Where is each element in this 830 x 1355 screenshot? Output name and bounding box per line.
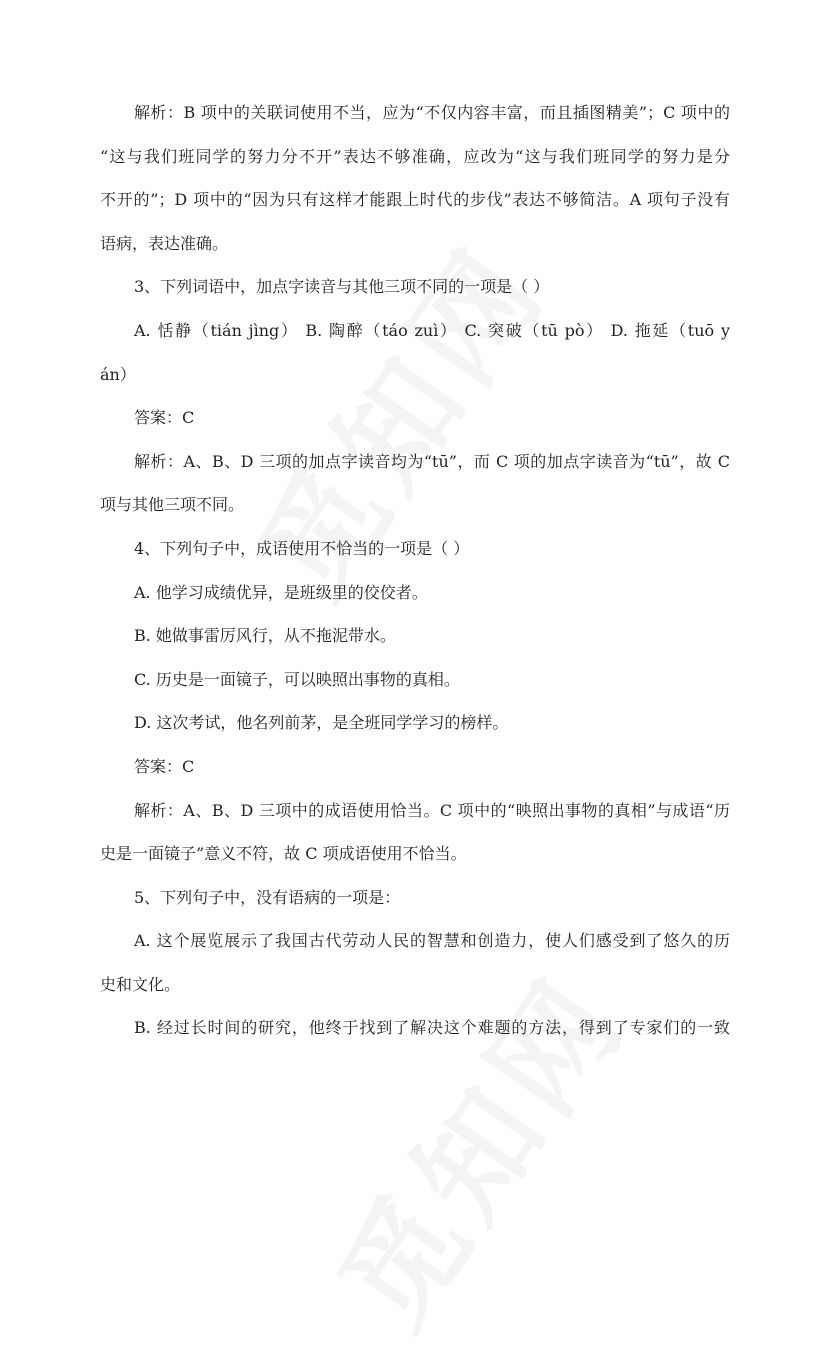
paragraph-line: 项与其他三项不同。 xyxy=(100,495,245,515)
paragraph-line: 不开的”；D 项中的“因为只有这样才能跟上时代的步伐”表达不够简洁。A 项句子没有 xyxy=(100,190,730,210)
paragraph-line: 解析：A、B、D 三项的加点字读音均为“tū”，而 C 项的加点字读音为“tū”，故 C xyxy=(134,451,730,471)
paragraph-line: 答案：C xyxy=(134,756,195,776)
paragraph-line: 史是一面镜子”意义不符，故 C 项成语使用不恰当。 xyxy=(100,844,467,864)
paragraph-line: 3、下列词语中，加点字读音与其他三项不同的一项是（ ） xyxy=(134,277,550,297)
paragraph-line: D. 这次考试，他名列前茅，是全班同学学习的榜样。 xyxy=(134,713,509,733)
paragraph-line: A. 他学习成绩优异，是班级里的佼佼者。 xyxy=(134,582,428,602)
document-body xyxy=(100,91,730,1050)
paragraph-line: B. 经过长时间的研究，他终于找到了解决这个难题的方法，得到了专家们的一致 xyxy=(134,1018,730,1038)
paragraph-line: 史和文化。 xyxy=(100,974,181,994)
paragraph-line: 5、下列句子中，没有语病的一项是： xyxy=(134,887,401,907)
paragraph-line: B. 她做事雷厉风行，从不拖泥带水。 xyxy=(134,626,396,646)
paragraph-line: C. 历史是一面镜子，可以映照出事物的真相。 xyxy=(134,669,460,689)
paragraph-line: 4、下列句子中，成语使用不恰当的一项是（ ） xyxy=(134,538,470,558)
paragraph-line: A. 这个展览展示了我国古代劳动人民的智慧和创造力，使人们感受到了悠久的历 xyxy=(134,931,730,951)
paragraph-line: 答案：C xyxy=(134,408,195,428)
paragraph-line: “这与我们班同学的努力分不开”表达不够准确，应改为“这与我们班同学的努力是分 xyxy=(100,146,730,166)
paragraph-line: A. 恬静（tián jìng） B. 陶醉（táo zuì） C. 突破（tū pò） D. 拖延（tuō y xyxy=(134,320,730,340)
paragraph-line: án） xyxy=(100,364,136,384)
paragraph-line: 语病，表达准确。 xyxy=(100,233,229,253)
paragraph-line: 解析：A、B、D 三项中的成语使用恰当。C 项中的“映照出事物的真相”与成语“历 xyxy=(134,800,730,820)
paragraph-line: 解析：B 项中的关联词使用不当，应为“不仅内容丰富，而且插图精美”；C 项中的 xyxy=(134,103,730,122)
